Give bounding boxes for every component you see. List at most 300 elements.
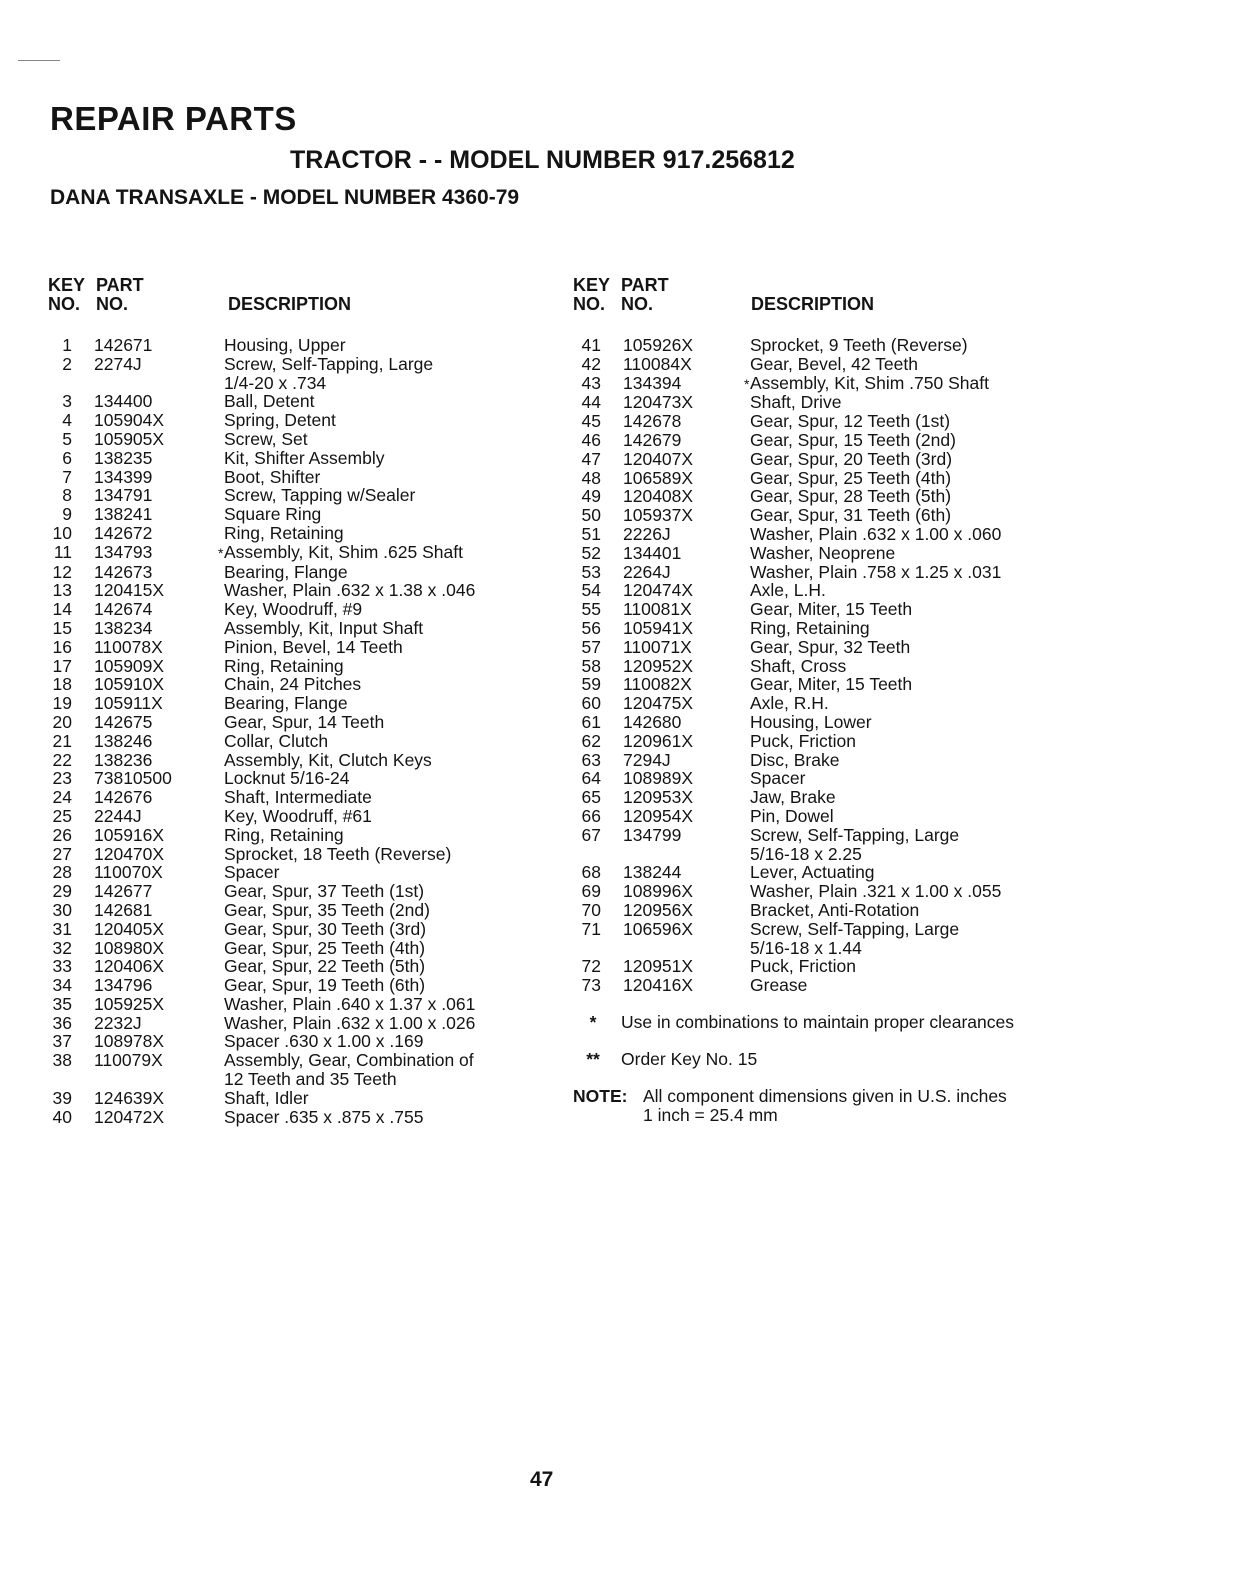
part-row bbox=[48, 411, 548, 430]
description-text: Spacer bbox=[224, 862, 280, 883]
part-number: 124639X bbox=[94, 1087, 165, 1108]
description-text: Collar, Clutch bbox=[224, 730, 329, 751]
description-header: DESCRIPTION bbox=[751, 294, 875, 314]
footnote-symbol: ** bbox=[586, 1048, 600, 1069]
part-row bbox=[573, 713, 1093, 732]
part-number: 134799 bbox=[623, 824, 682, 845]
description-text: Pinion, Bevel, 14 Teeth bbox=[224, 636, 403, 657]
part-number: 110082X bbox=[623, 674, 692, 695]
description-text: Spring, Detent bbox=[224, 410, 336, 431]
part-row bbox=[573, 769, 1093, 788]
description-text: Bearing, Flange bbox=[224, 561, 348, 582]
part-number: 142671 bbox=[94, 335, 153, 355]
key-number: 11 bbox=[53, 541, 72, 562]
part-row bbox=[573, 487, 1093, 506]
part-number: 120416X bbox=[623, 975, 694, 996]
part-number: 73810500 bbox=[94, 768, 172, 789]
key-number: 43 bbox=[581, 372, 601, 393]
part-row bbox=[573, 638, 1093, 657]
part-number: 120407X bbox=[623, 448, 694, 469]
key-number: 32 bbox=[52, 937, 72, 958]
description-text: Ball, Detent bbox=[224, 391, 315, 412]
part-number: 110070X bbox=[94, 862, 163, 883]
part-number: 120475X bbox=[623, 693, 694, 714]
part-row bbox=[48, 1108, 548, 1127]
part-row bbox=[48, 505, 548, 524]
parts-column-left bbox=[48, 276, 548, 1126]
key-number: 25 bbox=[52, 805, 72, 826]
key-number: 15 bbox=[52, 617, 72, 638]
part-number: 120405X bbox=[94, 918, 165, 939]
description-text: Screw, Tapping w/Sealer bbox=[224, 485, 416, 506]
key-number: 62 bbox=[581, 730, 601, 751]
key-number: 19 bbox=[52, 693, 72, 714]
key-number: 27 bbox=[52, 843, 72, 864]
note-line-1: All component dimensions given in U.S. inches bbox=[643, 1085, 1007, 1106]
part-number: 142672 bbox=[94, 522, 153, 543]
part-row bbox=[573, 732, 1093, 751]
key-number: 59 bbox=[581, 674, 601, 695]
description-text: Bracket, Anti-Rotation bbox=[750, 899, 920, 920]
key-number: 29 bbox=[52, 881, 72, 902]
part-number: 142673 bbox=[94, 561, 153, 582]
part-number: 120473X bbox=[623, 392, 694, 413]
description-text: Washer, Plain .321 x 1.00 x .055 bbox=[750, 881, 1002, 902]
description-text: Ring, Retaining bbox=[224, 824, 344, 845]
description-text: Gear, Spur, 20 Teeth (3rd) bbox=[750, 448, 953, 469]
part-row bbox=[48, 1089, 548, 1108]
part-row bbox=[48, 694, 548, 713]
description-text: Screw, Set bbox=[224, 428, 308, 449]
description-text: Gear, Bevel, 42 Teeth bbox=[750, 353, 918, 374]
part-no-label: NO. bbox=[621, 294, 654, 314]
key-number: 56 bbox=[581, 617, 601, 638]
part-number: 7294J bbox=[623, 749, 671, 770]
page-number: 47 bbox=[530, 1468, 554, 1491]
part-number: 105941X bbox=[623, 617, 694, 638]
part-row bbox=[48, 920, 548, 939]
key-number: 26 bbox=[52, 824, 72, 845]
key-number: 44 bbox=[581, 392, 601, 413]
part-number: 142678 bbox=[623, 411, 682, 432]
part-row bbox=[573, 976, 1093, 995]
part-row bbox=[48, 1032, 548, 1051]
description-text: Gear, Spur, 31 Teeth (6th) bbox=[750, 505, 952, 526]
part-number: 120951X bbox=[623, 956, 694, 977]
part-description: *Assembly, Kit, Shim .750 Shaft bbox=[744, 372, 989, 393]
key-number: 46 bbox=[581, 429, 601, 450]
part-label: PART bbox=[621, 275, 669, 295]
part-number: 120956X bbox=[623, 899, 694, 920]
key-number: 67 bbox=[581, 824, 601, 845]
description-text: Key, Woodruff, #9 bbox=[224, 599, 363, 620]
description-text: Assembly, Kit, Shim .625 Shaft bbox=[224, 541, 463, 562]
key-number: 68 bbox=[581, 862, 601, 883]
part-row bbox=[573, 863, 1093, 882]
description-text: Puck, Friction bbox=[750, 730, 856, 751]
part-row bbox=[573, 657, 1093, 676]
key-number: 69 bbox=[581, 881, 601, 902]
description-text: Gear, Spur, 32 Teeth bbox=[750, 636, 911, 657]
description-text: Spacer bbox=[750, 768, 806, 789]
part-number: 120472X bbox=[94, 1106, 165, 1127]
part-row bbox=[573, 882, 1093, 901]
part-number: 120470X bbox=[94, 843, 165, 864]
description-text: Locknut 5/16-24 bbox=[224, 768, 350, 789]
key-number: 66 bbox=[581, 805, 601, 826]
part-row bbox=[48, 468, 548, 487]
part-description: *Assembly, Kit, Shim .625 Shaft bbox=[218, 541, 463, 562]
part-row bbox=[48, 901, 548, 920]
part-number: 142674 bbox=[94, 599, 153, 620]
description-text: Key, Woodruff, #61 bbox=[224, 805, 372, 826]
part-row bbox=[48, 751, 548, 770]
part-row bbox=[48, 976, 548, 995]
key-number: 6 bbox=[62, 447, 72, 468]
key-number: 9 bbox=[62, 504, 72, 525]
part-description bbox=[48, 374, 548, 393]
key-number: 31 bbox=[52, 918, 72, 939]
description-text: Sprocket, 9 Teeth (Reverse) bbox=[750, 335, 968, 355]
part-number: 120408X bbox=[623, 486, 694, 507]
description-text: Gear, Miter, 15 Teeth bbox=[750, 599, 913, 620]
part-number: 105911X bbox=[94, 693, 163, 714]
part-row bbox=[48, 788, 548, 807]
part-row bbox=[48, 939, 548, 958]
part-row bbox=[48, 619, 548, 638]
key-number: 47 bbox=[581, 448, 601, 469]
model-subtitle: TRACTOR - - MODEL NUMBER 917.256812 bbox=[290, 146, 795, 174]
description-text: Ring, Retaining bbox=[750, 617, 870, 638]
description-text: Sprocket, 18 Teeth (Reverse) bbox=[224, 843, 452, 864]
key-number: 7 bbox=[62, 466, 72, 487]
key-number: 20 bbox=[52, 711, 72, 732]
description-text: Washer, Plain .632 x 1.00 x .060 bbox=[750, 523, 1002, 544]
key-number: 34 bbox=[52, 975, 72, 996]
part-row bbox=[573, 826, 1093, 864]
scan-artifact-line bbox=[18, 60, 60, 61]
key-number: 21 bbox=[52, 730, 72, 751]
part-number: 120415X bbox=[94, 580, 165, 601]
key-number: 39 bbox=[52, 1087, 72, 1108]
key-number: 57 bbox=[581, 636, 601, 657]
part-row bbox=[48, 807, 548, 826]
key-number: 40 bbox=[52, 1106, 72, 1127]
part-number: 120406X bbox=[94, 956, 165, 977]
key-number: 8 bbox=[62, 485, 72, 506]
footnote-text: Use in combinations to maintain proper clearances bbox=[621, 1011, 1014, 1032]
part-row bbox=[48, 732, 548, 751]
part-header bbox=[621, 276, 669, 314]
part-row bbox=[573, 336, 1093, 355]
key-number: 61 bbox=[581, 711, 601, 732]
key-number: 12 bbox=[52, 561, 72, 582]
description-text: Axle, L.H. bbox=[750, 580, 826, 601]
part-number: 142679 bbox=[623, 429, 682, 450]
key-number: 23 bbox=[52, 768, 72, 789]
part-number: 2264J bbox=[623, 561, 671, 582]
part-row bbox=[48, 392, 548, 411]
description-text: Gear, Spur, 25 Teeth (4th) bbox=[224, 937, 426, 958]
part-number: 108989X bbox=[623, 768, 694, 789]
part-number: 134400 bbox=[94, 391, 153, 412]
key-number: 48 bbox=[581, 467, 601, 488]
description-text: Lever, Actuating bbox=[750, 862, 875, 883]
part-row bbox=[573, 525, 1093, 544]
part-row bbox=[48, 882, 548, 901]
part-number: 134791 bbox=[94, 485, 153, 506]
key-number: 5 bbox=[62, 428, 72, 449]
part-row bbox=[48, 845, 548, 864]
description-text: Bearing, Flange bbox=[224, 693, 348, 714]
part-row bbox=[573, 450, 1093, 469]
part-number: 110071X bbox=[623, 636, 692, 657]
part-number: 142675 bbox=[94, 711, 153, 732]
part-row bbox=[573, 957, 1093, 976]
description-text: Housing, Upper bbox=[224, 335, 346, 355]
page-title: REPAIR PARTS bbox=[50, 100, 297, 137]
part-number: 138241 bbox=[94, 504, 153, 525]
part-number: 110084X bbox=[623, 353, 692, 374]
part-number: 105926X bbox=[623, 335, 694, 355]
part-number: 120952X bbox=[623, 655, 694, 676]
part-number: 142677 bbox=[94, 881, 153, 902]
note-label: NOTE: bbox=[573, 1085, 628, 1106]
description-text: Gear, Spur, 22 Teeth (5th) bbox=[224, 956, 426, 977]
description-text: Assembly, Kit, Shim .750 Shaft bbox=[750, 372, 989, 393]
key-number: 51 bbox=[581, 523, 601, 544]
key-number: 28 bbox=[52, 862, 72, 883]
key-number: 54 bbox=[581, 580, 601, 601]
part-number: 105925X bbox=[94, 993, 165, 1014]
key-number: 10 bbox=[52, 522, 72, 543]
part-row bbox=[48, 995, 548, 1014]
description-header: DESCRIPTION bbox=[228, 294, 352, 314]
part-number: 108996X bbox=[623, 881, 694, 902]
description-text: Housing, Lower bbox=[750, 711, 872, 732]
description-text: Screw, Self-Tapping, Large bbox=[750, 824, 960, 845]
part-row bbox=[573, 788, 1093, 807]
key-number: 30 bbox=[52, 899, 72, 920]
part-row bbox=[48, 355, 548, 393]
key-number: 42 bbox=[581, 353, 601, 374]
key-number: 70 bbox=[581, 899, 601, 920]
part-number: 120953X bbox=[623, 787, 694, 808]
part-row bbox=[573, 694, 1093, 713]
part-row bbox=[573, 355, 1093, 374]
part-row bbox=[48, 863, 548, 882]
part-row bbox=[48, 430, 548, 449]
part-row bbox=[48, 600, 548, 619]
key-number: 73 bbox=[581, 975, 601, 996]
part-row bbox=[48, 1014, 548, 1033]
part-number: 105905X bbox=[94, 428, 165, 449]
part-number: 138235 bbox=[94, 447, 153, 468]
description-text: Shaft, Cross bbox=[750, 655, 847, 676]
description-text: 1/4-20 x .734 bbox=[224, 372, 327, 393]
description-text: Shaft, Drive bbox=[750, 392, 842, 413]
footnote-single-star bbox=[573, 1013, 1093, 1032]
description-text: Gear, Spur, 12 Teeth (1st) bbox=[750, 411, 951, 432]
key-number: 64 bbox=[581, 768, 601, 789]
part-number: 110078X bbox=[94, 636, 163, 657]
description-text: Gear, Spur, 15 Teeth (2nd) bbox=[750, 429, 956, 450]
part-number: 134796 bbox=[94, 975, 153, 996]
part-row bbox=[48, 524, 548, 543]
part-number: 120961X bbox=[623, 730, 694, 751]
parts-column-right bbox=[573, 276, 1093, 1125]
key-number: 14 bbox=[52, 599, 72, 620]
description-text: Axle, R.H. bbox=[750, 693, 829, 714]
key-number: 60 bbox=[581, 693, 601, 714]
part-row bbox=[48, 769, 548, 788]
part-number: 134394 bbox=[623, 372, 682, 393]
description-text: 5/16-18 x 1.44 bbox=[750, 937, 862, 958]
description-text: Shaft, Intermediate bbox=[224, 787, 372, 808]
description-text: Puck, Friction bbox=[750, 956, 856, 977]
part-number: 138236 bbox=[94, 749, 153, 770]
part-number: 2244J bbox=[94, 805, 142, 826]
parts-list-right bbox=[573, 336, 1093, 995]
key-header bbox=[573, 276, 619, 314]
part-row bbox=[48, 563, 548, 582]
description-text: Gear, Spur, 19 Teeth (6th) bbox=[224, 975, 426, 996]
part-number: 105904X bbox=[94, 410, 165, 431]
part-number: 138244 bbox=[623, 862, 682, 883]
part-number: 110081X bbox=[623, 599, 692, 620]
part-row bbox=[573, 506, 1093, 525]
part-number: 105916X bbox=[94, 824, 165, 845]
description-text: Gear, Spur, 28 Teeth (5th) bbox=[750, 486, 952, 507]
description-text: Boot, Shifter bbox=[224, 466, 321, 487]
key-number: 41 bbox=[581, 335, 601, 355]
description-text: 5/16-18 x 2.25 bbox=[750, 843, 862, 864]
part-row bbox=[573, 581, 1093, 600]
part-row bbox=[48, 638, 548, 657]
description-text: Washer, Plain .632 x 1.38 x .046 bbox=[224, 580, 476, 601]
key-number: 24 bbox=[52, 787, 72, 808]
footnote-double-star bbox=[573, 1050, 1093, 1069]
part-row bbox=[573, 920, 1093, 958]
part-row bbox=[573, 901, 1093, 920]
no-label: NO. bbox=[48, 294, 81, 314]
key-number: 55 bbox=[581, 599, 601, 620]
description-text: Ring, Retaining bbox=[224, 522, 344, 543]
part-row bbox=[48, 336, 548, 355]
part-row bbox=[48, 449, 548, 468]
footnote-symbol: * bbox=[589, 1011, 597, 1032]
description-text: Washer, Plain .632 x 1.00 x .026 bbox=[224, 1012, 476, 1033]
part-label: PART bbox=[96, 275, 144, 295]
part-description bbox=[48, 1070, 548, 1089]
parts-list-left bbox=[48, 336, 548, 1126]
part-description bbox=[573, 939, 1093, 958]
description-text: Gear, Spur, 35 Teeth (2nd) bbox=[224, 899, 430, 920]
key-number: 33 bbox=[52, 956, 72, 977]
part-number: 134399 bbox=[94, 466, 153, 487]
key-number: 2 bbox=[62, 353, 72, 374]
description-text: Gear, Spur, 14 Teeth bbox=[224, 711, 385, 732]
description-text: Screw, Self-Tapping, Large bbox=[750, 918, 960, 939]
key-number: 1 bbox=[62, 335, 72, 355]
part-number: 106596X bbox=[623, 918, 694, 939]
key-number: 38 bbox=[52, 1050, 72, 1071]
description-text: Spacer .635 x .875 x .755 bbox=[224, 1106, 424, 1127]
key-number: 52 bbox=[581, 542, 601, 563]
key-number: 58 bbox=[581, 655, 601, 676]
description-text: Pin, Dowel bbox=[750, 805, 834, 826]
part-row bbox=[573, 393, 1093, 412]
key-number: 35 bbox=[52, 993, 72, 1014]
key-number: 36 bbox=[52, 1012, 72, 1033]
part-row bbox=[48, 543, 548, 563]
part-row bbox=[48, 713, 548, 732]
description-text: Gear, Spur, 37 Teeth (1st) bbox=[224, 881, 425, 902]
description-text: Ring, Retaining bbox=[224, 655, 344, 676]
key-number: 50 bbox=[581, 505, 601, 526]
section-title: DANA TRANSAXLE - MODEL NUMBER 4360-79 bbox=[50, 186, 520, 209]
description-text: Square Ring bbox=[224, 504, 322, 525]
key-number: 18 bbox=[52, 674, 72, 695]
key-number: 13 bbox=[52, 580, 72, 601]
description-text: Kit, Shifter Assembly bbox=[224, 447, 385, 468]
part-row bbox=[573, 374, 1093, 394]
part-number: 108980X bbox=[94, 937, 165, 958]
key-number: 4 bbox=[62, 410, 72, 431]
part-number: 2226J bbox=[623, 523, 671, 544]
description-text: Gear, Miter, 15 Teeth bbox=[750, 674, 913, 695]
part-no-label: NO. bbox=[96, 294, 129, 314]
key-number: 16 bbox=[52, 636, 72, 657]
part-row bbox=[573, 469, 1093, 488]
description-text: Chain, 24 Pitches bbox=[224, 674, 362, 695]
dimensions-note bbox=[573, 1087, 1093, 1125]
key-header bbox=[48, 276, 94, 314]
key-number: 53 bbox=[581, 561, 601, 582]
part-row bbox=[48, 657, 548, 676]
part-row bbox=[48, 486, 548, 505]
part-number: 138246 bbox=[94, 730, 153, 751]
key-number: 37 bbox=[52, 1031, 72, 1052]
part-row bbox=[573, 807, 1093, 826]
description-text: 12 Teeth and 35 Teeth bbox=[224, 1069, 397, 1090]
description-text: Gear, Spur, 25 Teeth (4th) bbox=[750, 467, 952, 488]
part-row bbox=[573, 675, 1093, 694]
part-number: 138234 bbox=[94, 617, 153, 638]
part-row bbox=[573, 563, 1093, 582]
key-number: 45 bbox=[581, 411, 601, 432]
part-number: 120954X bbox=[623, 805, 694, 826]
key-number: 63 bbox=[581, 749, 601, 770]
key-label: KEY bbox=[573, 275, 611, 295]
part-number: 110079X bbox=[94, 1050, 163, 1071]
part-row bbox=[573, 544, 1093, 563]
description-text: Assembly, Kit, Clutch Keys bbox=[224, 749, 432, 770]
part-row bbox=[48, 581, 548, 600]
part-number: 105909X bbox=[94, 655, 165, 676]
column-header bbox=[48, 276, 548, 336]
part-description bbox=[573, 845, 1093, 864]
key-number: 22 bbox=[52, 749, 72, 770]
part-number: 142680 bbox=[623, 711, 682, 732]
description-text: Screw, Self-Tapping, Large bbox=[224, 353, 434, 374]
description-text: Washer, Neoprene bbox=[750, 542, 896, 563]
part-number: 2274J bbox=[94, 353, 142, 374]
part-row bbox=[573, 412, 1093, 431]
key-number: 72 bbox=[581, 956, 601, 977]
part-number: 142681 bbox=[94, 899, 153, 920]
description-text: Gear, Spur, 30 Teeth (3rd) bbox=[224, 918, 427, 939]
